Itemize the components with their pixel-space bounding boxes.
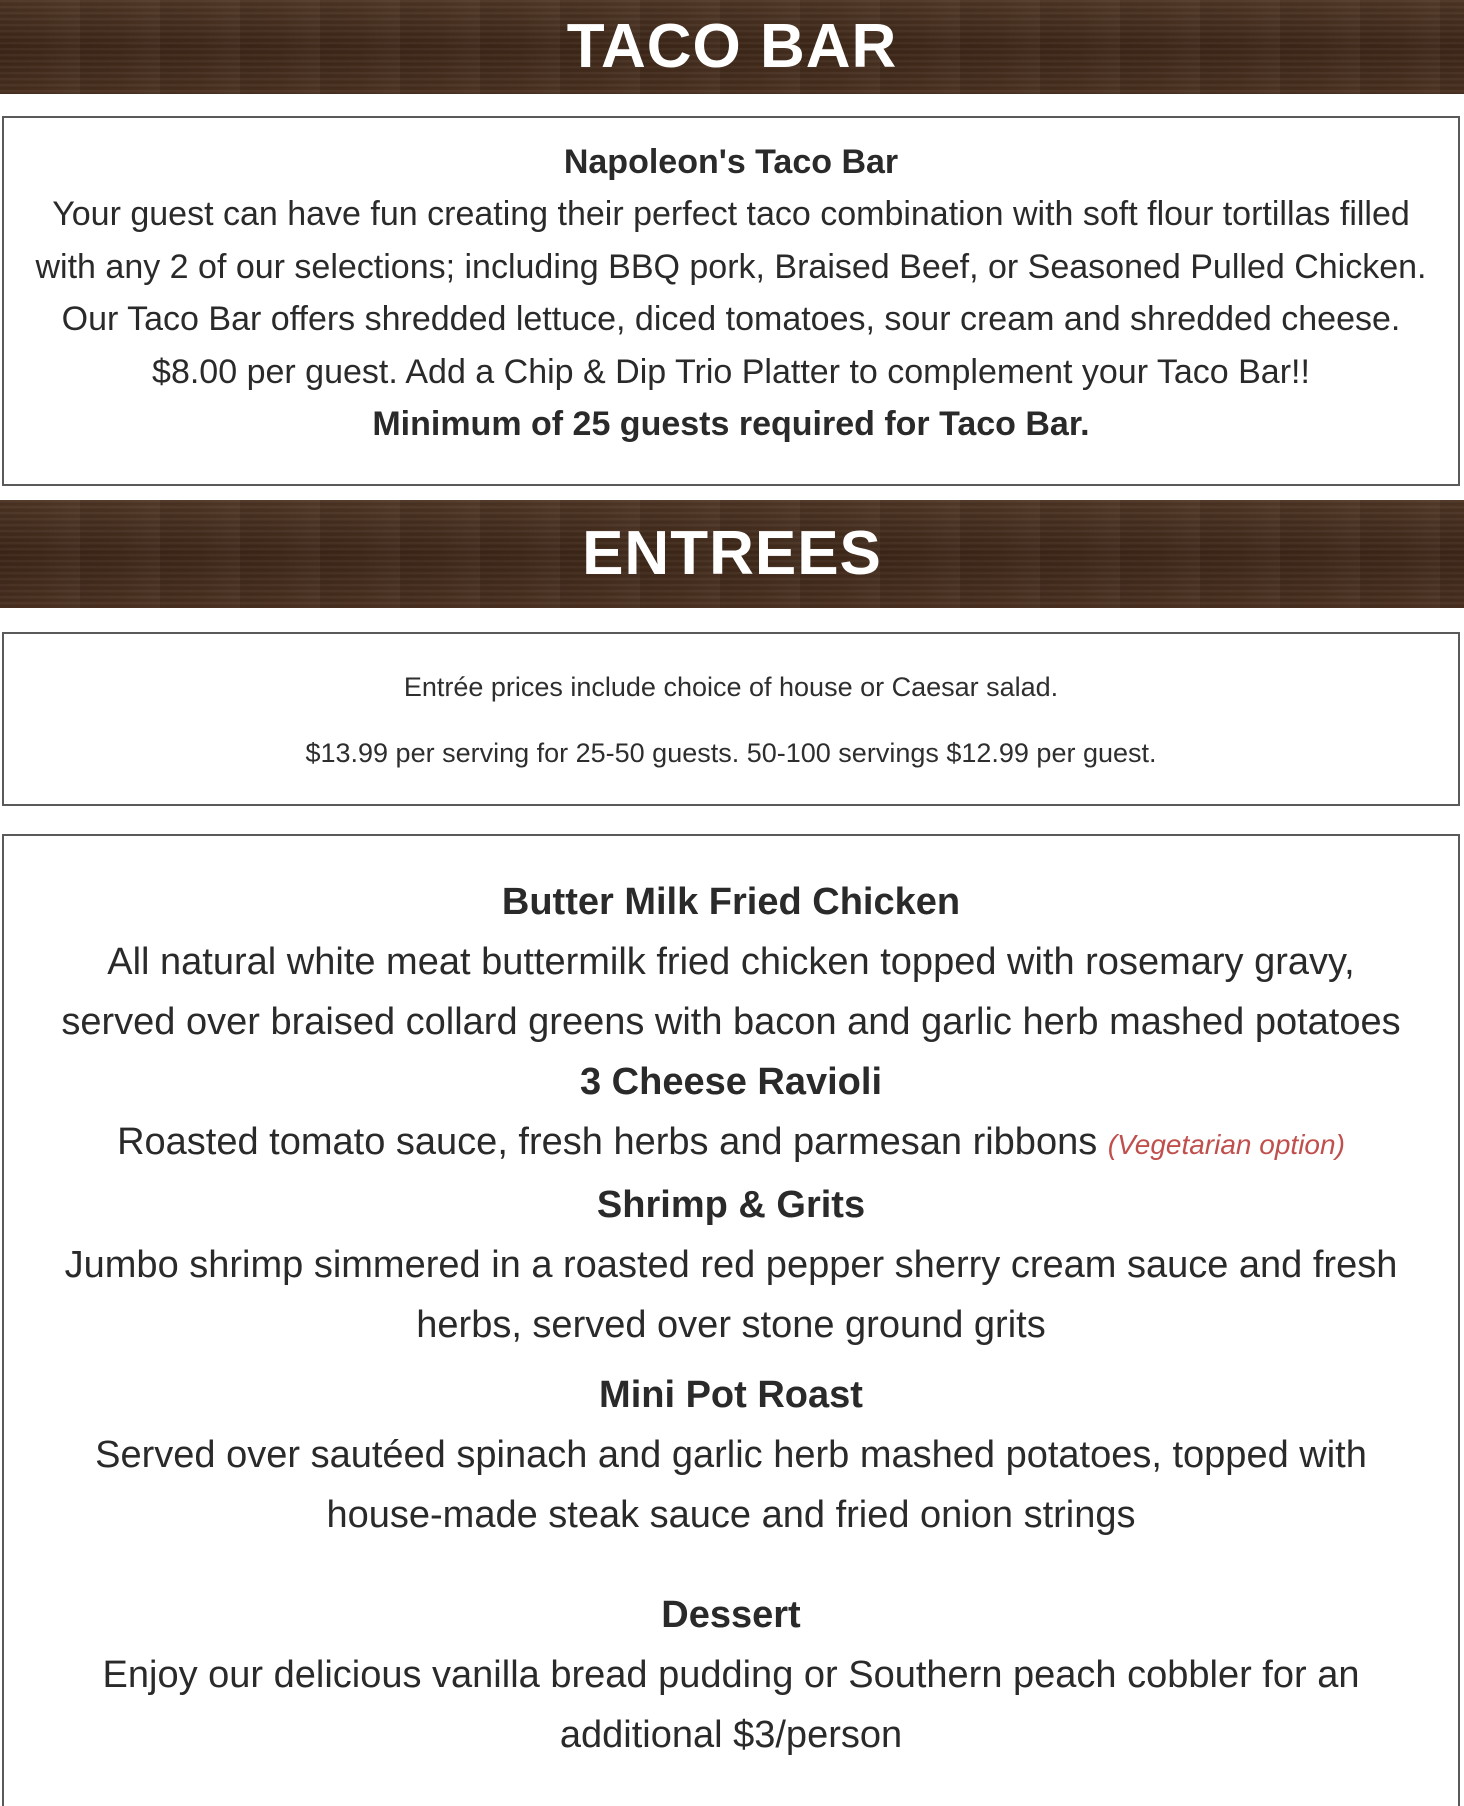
item-desc-ravioli	[4, 1112, 1458, 1175]
taco-bar-line-4: $8.00 per guest. Add a Chip & Dip Trio Platter to complement your Taco Bar!!	[152, 352, 1310, 391]
taco-bar-line-2: with any 2 of our selections; including BBQ pork, Braised Beef, or Seasoned Pulled Chicken.	[35, 247, 1427, 286]
entree-pricing-note: $13.99 per serving for 25-50 guests. 50-100 servings $12.99 per guest.	[305, 738, 1157, 768]
item-title-shrimp-grits: Shrimp & Grits	[596, 1184, 866, 1226]
entrees-banner: ENTREES	[0, 500, 1464, 608]
taco-bar-banner: TACO BAR	[0, 0, 1464, 94]
vegetarian-option-tag: (Vegetarian option)	[1107, 1129, 1345, 1160]
entree-salad-note: Entrée prices include choice of house or Caesar salad.	[403, 672, 1059, 702]
entree-items-box	[2, 834, 1460, 1806]
taco-bar-box	[2, 116, 1460, 486]
item-desc-ravioli-text: Roasted tomato sauce, fresh herbs and parmesan ribbons	[117, 1121, 1098, 1163]
item-desc-pot-roast-1: Served over sautéed spinach and garlic herb mashed potatoes, topped with	[95, 1434, 1367, 1476]
item-desc-shrimp-grits-2: herbs, served over stone ground grits	[416, 1304, 1046, 1346]
item-desc-shrimp-grits-1: Jumbo shrimp simmered in a roasted red pepper sherry cream sauce and fresh	[64, 1244, 1398, 1286]
taco-bar-minimum: Minimum of 25 guests required for Taco Bar.	[372, 405, 1090, 443]
taco-bar-line-1: Your guest can have fun creating their perfect taco combination with soft flour tortillas filled	[52, 195, 1410, 233]
item-desc-fried-chicken-1: All natural white meat buttermilk fried chicken topped with rosemary gravy,	[107, 941, 1355, 983]
item-desc-dessert-2: additional $3/person	[559, 1714, 903, 1756]
entree-pricing-box	[2, 632, 1460, 806]
taco-bar-line-3: Our Taco Bar offers shredded lettuce, diced tomatoes, sour cream and shredded cheese.	[61, 300, 1401, 338]
item-desc-pot-roast-2: house-made steak sauce and fried onion strings	[326, 1494, 1136, 1536]
taco-bar-title: Napoleon's Taco Bar	[563, 143, 899, 181]
item-title-pot-roast: Mini Pot Roast	[599, 1374, 863, 1416]
item-desc-dessert-1: Enjoy our delicious vanilla bread pudding or Southern peach cobbler for an	[102, 1654, 1360, 1696]
item-desc-fried-chicken-2: served over braised collard greens with bacon and garlic herb mashed potatoes	[61, 1001, 1401, 1043]
item-title-fried-chicken: Butter Milk Fried Chicken	[501, 881, 961, 923]
item-title-ravioli: 3 Cheese Ravioli	[579, 1061, 883, 1103]
item-title-dessert: Dessert	[661, 1594, 801, 1636]
